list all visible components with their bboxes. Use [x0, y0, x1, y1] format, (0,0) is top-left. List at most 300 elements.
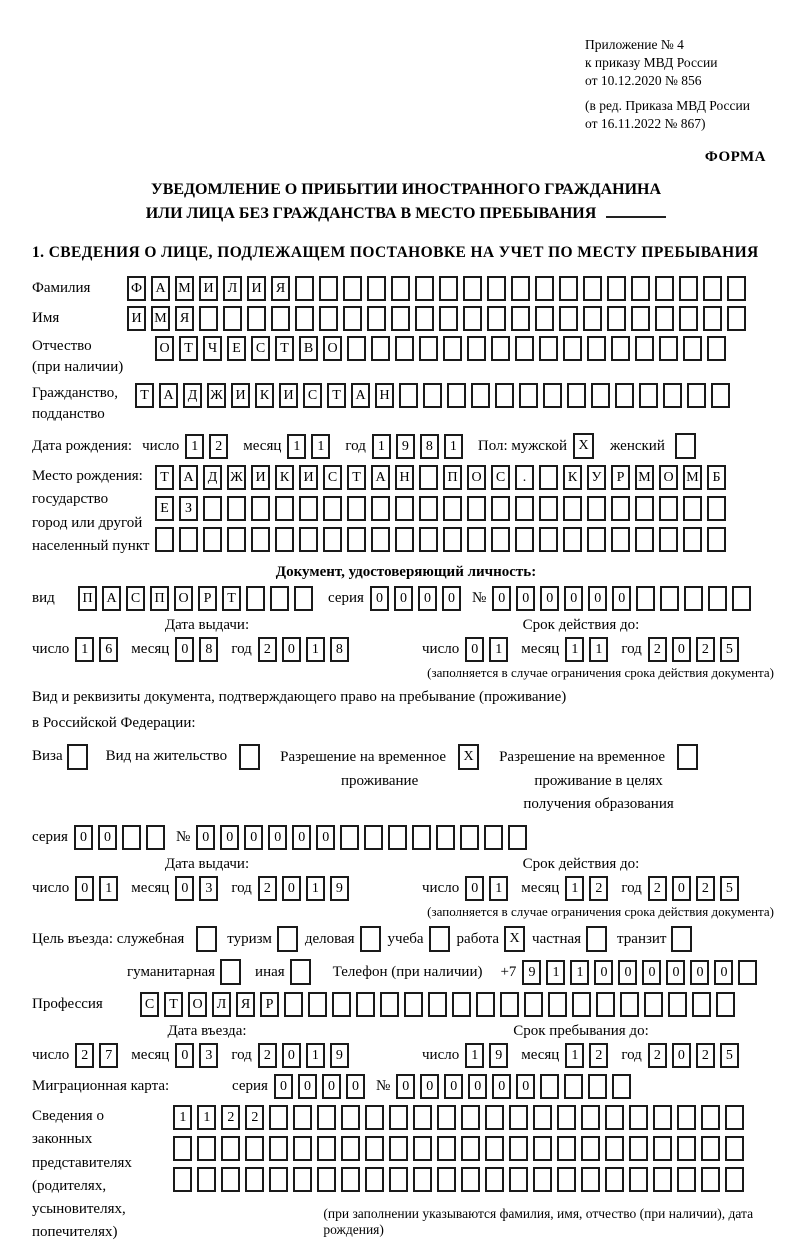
birth-place-row1-cell[interactable]: Ж	[227, 465, 246, 490]
birth-place-row1-cell[interactable]: С	[323, 465, 342, 490]
birth-place-row2-cell[interactable]	[683, 496, 702, 521]
patronymic-cells-cell[interactable]: Е	[227, 336, 246, 361]
citizenship-cells-cell[interactable]	[423, 383, 442, 408]
birth-place-row2-cell[interactable]	[251, 496, 270, 521]
citizenship-cells-cell[interactable]	[399, 383, 418, 408]
birth-place-row1-cell[interactable]: О	[467, 465, 486, 490]
representatives-row2-cell[interactable]	[725, 1136, 744, 1161]
first-name-cells-cell[interactable]	[391, 306, 410, 331]
patronymic-cells-cell[interactable]	[611, 336, 630, 361]
citizenship-cells-cell[interactable]: Ж	[207, 383, 226, 408]
doc-valid-year-cells-cell[interactable]: 2	[696, 637, 715, 662]
profession-cells-cell[interactable]	[692, 992, 711, 1017]
birth-place-row1-cell[interactable]: Р	[611, 465, 630, 490]
citizenship-cells-cell[interactable]	[663, 383, 682, 408]
surname-cells-cell[interactable]: Я	[271, 276, 290, 301]
surname-cells-cell[interactable]	[583, 276, 602, 301]
purpose-tourism-checkbox-cell[interactable]	[277, 926, 298, 952]
doc-issue-day-cells-cell[interactable]: 6	[99, 637, 118, 662]
surname-cells-cell[interactable]: А	[151, 276, 170, 301]
doc-valid-year-cells-cell[interactable]: 5	[720, 637, 739, 662]
permit-series-cells-cell[interactable]: 0	[74, 825, 93, 850]
representatives-row1-cell[interactable]	[533, 1105, 552, 1130]
profession-cells-cell[interactable]: Л	[212, 992, 231, 1017]
representatives-row2-cell[interactable]	[197, 1136, 216, 1161]
representatives-row1-cell[interactable]	[365, 1105, 384, 1130]
surname-cells-cell[interactable]	[559, 276, 578, 301]
doc-valid-day-cells-cell[interactable]: 1	[489, 637, 508, 662]
birth-place-row2-cell[interactable]	[635, 496, 654, 521]
doc-series-cells-cell[interactable]: 0	[442, 586, 461, 611]
representatives-row1-cell[interactable]	[629, 1105, 648, 1130]
permit-number-cells-cell[interactable]	[508, 825, 527, 850]
doc-number-cells-cell[interactable]: 0	[492, 586, 511, 611]
card-number-cells-cell[interactable]: 0	[444, 1074, 463, 1099]
doc-kind-cells-cell[interactable]	[294, 586, 313, 611]
patronymic-cells-cell[interactable]	[371, 336, 390, 361]
patronymic-cells-cell[interactable]	[491, 336, 510, 361]
first-name-cells-cell[interactable]	[511, 306, 530, 331]
birth-place-row2-cell[interactable]	[371, 496, 390, 521]
representatives-row2-cell[interactable]	[701, 1136, 720, 1161]
citizenship-cells-cell[interactable]: А	[159, 383, 178, 408]
surname-cells-cell[interactable]: М	[175, 276, 194, 301]
birth-year-cells-cell[interactable]: 1	[444, 434, 463, 459]
doc-kind-cells-cell[interactable]: С	[126, 586, 145, 611]
representatives-row2-cell[interactable]	[437, 1136, 456, 1161]
residence-permit-checkbox-cell[interactable]	[239, 744, 260, 770]
stay-day-cells-cell[interactable]: 1	[465, 1043, 484, 1068]
birth-place-row1-cell[interactable]: Д	[203, 465, 222, 490]
doc-valid-year-cells-cell[interactable]: 2	[648, 637, 667, 662]
profession-cells-cell[interactable]	[500, 992, 519, 1017]
profession-cells-cell[interactable]	[668, 992, 687, 1017]
surname-cells-cell[interactable]	[415, 276, 434, 301]
temp-residence-education-checkbox-cell[interactable]	[677, 744, 698, 770]
phone-cells-cell[interactable]: 1	[570, 960, 589, 985]
profession-cells-cell[interactable]	[476, 992, 495, 1017]
purpose-private-checkbox-cell[interactable]	[586, 926, 607, 952]
birth-day-cells-cell[interactable]: 2	[209, 434, 228, 459]
citizenship-cells-cell[interactable]: А	[351, 383, 370, 408]
birth-place-row1-cell[interactable]: А	[371, 465, 390, 490]
permit-valid-year-cells-cell[interactable]: 2	[648, 876, 667, 901]
birth-place-row1-cell[interactable]: И	[299, 465, 318, 490]
representatives-row1-cell[interactable]: 1	[173, 1105, 192, 1130]
doc-kind-cells-cell[interactable]	[246, 586, 265, 611]
permit-valid-year-cells-cell[interactable]: 0	[672, 876, 691, 901]
first-name-cells-cell[interactable]	[535, 306, 554, 331]
patronymic-cells-cell[interactable]	[563, 336, 582, 361]
first-name-cells-cell[interactable]	[223, 306, 242, 331]
doc-kind-cells-cell[interactable]: П	[78, 586, 97, 611]
birth-place-row2-cell[interactable]	[419, 496, 438, 521]
birth-place-row1-cell[interactable]	[539, 465, 558, 490]
representatives-row1-cell[interactable]	[509, 1105, 528, 1130]
patronymic-cells-cell[interactable]: Т	[179, 336, 198, 361]
entry-day-cells-cell[interactable]: 2	[75, 1043, 94, 1068]
entry-month-cells-cell[interactable]: 0	[175, 1043, 194, 1068]
patronymic-cells-cell[interactable]: Ч	[203, 336, 222, 361]
birth-place-row3-cell[interactable]	[323, 527, 342, 552]
surname-cells-cell[interactable]	[319, 276, 338, 301]
stay-month-cells-cell[interactable]: 1	[565, 1043, 584, 1068]
card-number-cells-cell[interactable]	[564, 1074, 583, 1099]
representatives-row3-cell[interactable]	[485, 1167, 504, 1192]
surname-cells-cell[interactable]: И	[247, 276, 266, 301]
profession-cells-cell[interactable]	[356, 992, 375, 1017]
representatives-row1-cell[interactable]: 2	[245, 1105, 264, 1130]
profession-cells-cell[interactable]	[308, 992, 327, 1017]
birth-place-row1-cell[interactable]	[419, 465, 438, 490]
representatives-row2-cell[interactable]	[293, 1136, 312, 1161]
doc-number-cells-cell[interactable]: 0	[516, 586, 535, 611]
representatives-row1-cell[interactable]	[293, 1105, 312, 1130]
citizenship-cells-cell[interactable]: Д	[183, 383, 202, 408]
representatives-row3-cell[interactable]	[197, 1167, 216, 1192]
surname-cells-cell[interactable]	[703, 276, 722, 301]
representatives-row1-cell[interactable]	[677, 1105, 696, 1130]
stay-day-cells-cell[interactable]: 9	[489, 1043, 508, 1068]
citizenship-cells-cell[interactable]	[711, 383, 730, 408]
permit-issue-day-cells-cell[interactable]: 1	[99, 876, 118, 901]
citizenship-cells-cell[interactable]	[567, 383, 586, 408]
card-series-cells-cell[interactable]: 0	[274, 1074, 293, 1099]
representatives-row3-cell[interactable]	[533, 1167, 552, 1192]
surname-cells-cell[interactable]	[487, 276, 506, 301]
phone-cells-cell[interactable]: 1	[546, 960, 565, 985]
citizenship-cells-cell[interactable]: К	[255, 383, 274, 408]
doc-number-cells-cell[interactable]	[636, 586, 655, 611]
representatives-row2-cell[interactable]	[533, 1136, 552, 1161]
purpose-business-checkbox-cell[interactable]	[360, 926, 381, 952]
surname-cells-cell[interactable]	[343, 276, 362, 301]
citizenship-cells-cell[interactable]	[687, 383, 706, 408]
representatives-row3-cell[interactable]	[269, 1167, 288, 1192]
birth-place-row2-cell[interactable]	[563, 496, 582, 521]
birth-place-row3-cell[interactable]	[707, 527, 726, 552]
birth-place-row2-cell[interactable]	[299, 496, 318, 521]
representatives-row3-cell[interactable]	[605, 1167, 624, 1192]
birth-year-cells-cell[interactable]: 1	[372, 434, 391, 459]
birth-place-row3-cell[interactable]	[371, 527, 390, 552]
doc-kind-cells-cell[interactable]: О	[174, 586, 193, 611]
representatives-row2-cell[interactable]	[365, 1136, 384, 1161]
representatives-row3-cell[interactable]	[413, 1167, 432, 1192]
permit-issue-year-cells-cell[interactable]: 2	[258, 876, 277, 901]
citizenship-cells-cell[interactable]	[495, 383, 514, 408]
profession-cells-cell[interactable]	[716, 992, 735, 1017]
first-name-cells-cell[interactable]	[463, 306, 482, 331]
birth-year-cells-cell[interactable]: 8	[420, 434, 439, 459]
representatives-row3-cell[interactable]	[365, 1167, 384, 1192]
citizenship-cells-cell[interactable]	[615, 383, 634, 408]
doc-number-cells-cell[interactable]: 0	[564, 586, 583, 611]
patronymic-cells-cell[interactable]: Т	[275, 336, 294, 361]
citizenship-cells-cell[interactable]	[639, 383, 658, 408]
representatives-row1-cell[interactable]	[269, 1105, 288, 1130]
entry-year-cells-cell[interactable]: 0	[282, 1043, 301, 1068]
profession-cells-cell[interactable]	[428, 992, 447, 1017]
permit-number-cells-cell[interactable]	[484, 825, 503, 850]
profession-cells-cell[interactable]	[380, 992, 399, 1017]
representatives-row1-cell[interactable]: 2	[221, 1105, 240, 1130]
representatives-row2-cell[interactable]	[629, 1136, 648, 1161]
representatives-row1-cell[interactable]	[653, 1105, 672, 1130]
birth-place-row3-cell[interactable]	[539, 527, 558, 552]
patronymic-cells-cell[interactable]	[347, 336, 366, 361]
patronymic-cells-cell[interactable]	[635, 336, 654, 361]
doc-issue-month-cells-cell[interactable]: 0	[175, 637, 194, 662]
birth-place-row3-cell[interactable]	[299, 527, 318, 552]
permit-valid-year-cells-cell[interactable]: 5	[720, 876, 739, 901]
birth-month-cells-cell[interactable]: 1	[287, 434, 306, 459]
surname-cells-cell[interactable]	[631, 276, 650, 301]
profession-cells-cell[interactable]	[620, 992, 639, 1017]
representatives-row2-cell[interactable]	[557, 1136, 576, 1161]
birth-place-row2-cell[interactable]	[491, 496, 510, 521]
surname-cells-cell[interactable]: Ф	[127, 276, 146, 301]
doc-series-cells-cell[interactable]: 0	[394, 586, 413, 611]
citizenship-cells-cell[interactable]	[447, 383, 466, 408]
stay-year-cells-cell[interactable]: 2	[696, 1043, 715, 1068]
phone-cells-cell[interactable]: 0	[690, 960, 709, 985]
purpose-humanitarian-checkbox-cell[interactable]	[220, 959, 241, 985]
stay-year-cells-cell[interactable]: 5	[720, 1043, 739, 1068]
representatives-row3-cell[interactable]	[701, 1167, 720, 1192]
permit-number-cells-cell[interactable]	[460, 825, 479, 850]
birth-place-row2-cell[interactable]	[203, 496, 222, 521]
birth-place-row1-cell[interactable]: Т	[155, 465, 174, 490]
representatives-row2-cell[interactable]	[245, 1136, 264, 1161]
phone-cells-cell[interactable]: 0	[618, 960, 637, 985]
birth-place-row1-cell[interactable]: К	[275, 465, 294, 490]
birth-place-row2-cell[interactable]	[515, 496, 534, 521]
doc-number-cells-cell[interactable]: 0	[540, 586, 559, 611]
birth-place-row1-cell[interactable]: А	[179, 465, 198, 490]
surname-cells-cell[interactable]	[655, 276, 674, 301]
surname-cells-cell[interactable]: И	[199, 276, 218, 301]
patronymic-cells-cell[interactable]	[683, 336, 702, 361]
birth-place-row2-cell[interactable]	[611, 496, 630, 521]
birth-place-row3-cell[interactable]	[659, 527, 678, 552]
surname-cells-cell[interactable]	[679, 276, 698, 301]
surname-cells-cell[interactable]	[607, 276, 626, 301]
representatives-row2-cell[interactable]	[485, 1136, 504, 1161]
birth-place-row2-cell[interactable]: З	[179, 496, 198, 521]
permit-number-cells-cell[interactable]: 0	[196, 825, 215, 850]
birth-place-row3-cell[interactable]	[491, 527, 510, 552]
permit-number-cells-cell[interactable]	[436, 825, 455, 850]
representatives-row3-cell[interactable]	[173, 1167, 192, 1192]
card-number-cells-cell[interactable]: 0	[420, 1074, 439, 1099]
first-name-cells-cell[interactable]	[655, 306, 674, 331]
card-series-cells-cell[interactable]: 0	[322, 1074, 341, 1099]
representatives-row1-cell[interactable]	[437, 1105, 456, 1130]
doc-issue-month-cells-cell[interactable]: 8	[199, 637, 218, 662]
birth-place-row3-cell[interactable]	[683, 527, 702, 552]
doc-issue-year-cells-cell[interactable]: 2	[258, 637, 277, 662]
citizenship-cells-cell[interactable]: Т	[327, 383, 346, 408]
birth-place-row1-cell[interactable]: Н	[395, 465, 414, 490]
representatives-row3-cell[interactable]	[581, 1167, 600, 1192]
profession-cells-cell[interactable]	[452, 992, 471, 1017]
phone-cells-cell[interactable]: 0	[594, 960, 613, 985]
representatives-row1-cell[interactable]	[701, 1105, 720, 1130]
phone-cells-cell[interactable]: 0	[714, 960, 733, 985]
purpose-study-checkbox-cell[interactable]	[429, 926, 450, 952]
doc-kind-cells-cell[interactable]: А	[102, 586, 121, 611]
representatives-row1-cell[interactable]	[485, 1105, 504, 1130]
stay-year-cells-cell[interactable]: 2	[648, 1043, 667, 1068]
permit-valid-day-cells-cell[interactable]: 1	[489, 876, 508, 901]
representatives-row2-cell[interactable]	[413, 1136, 432, 1161]
sex-female-checkbox-cell[interactable]	[675, 433, 696, 459]
representatives-row3-cell[interactable]	[389, 1167, 408, 1192]
birth-place-row3-cell[interactable]	[443, 527, 462, 552]
phone-cells-cell[interactable]: 0	[666, 960, 685, 985]
surname-cells-cell[interactable]: Л	[223, 276, 242, 301]
citizenship-cells-cell[interactable]: Т	[135, 383, 154, 408]
patronymic-cells-cell[interactable]: В	[299, 336, 318, 361]
patronymic-cells-cell[interactable]	[587, 336, 606, 361]
surname-cells-cell[interactable]	[463, 276, 482, 301]
permit-number-cells-cell[interactable]: 0	[316, 825, 335, 850]
patronymic-cells-cell[interactable]	[443, 336, 462, 361]
birth-place-row2-cell[interactable]	[395, 496, 414, 521]
representatives-row2-cell[interactable]	[173, 1136, 192, 1161]
visa-checkbox-cell[interactable]	[67, 744, 88, 770]
representatives-row3-cell[interactable]	[221, 1167, 240, 1192]
birth-place-row3-cell[interactable]	[419, 527, 438, 552]
permit-number-cells-cell[interactable]	[388, 825, 407, 850]
temp-residence-checkbox-cell[interactable]: X	[458, 744, 479, 770]
doc-valid-day-cells-cell[interactable]: 0	[465, 637, 484, 662]
birth-place-row2-cell[interactable]	[539, 496, 558, 521]
birth-place-row3-cell[interactable]	[179, 527, 198, 552]
birth-place-row2-cell[interactable]	[659, 496, 678, 521]
representatives-row3-cell[interactable]	[341, 1167, 360, 1192]
first-name-cells-cell[interactable]	[727, 306, 746, 331]
doc-series-cells-cell[interactable]: 0	[418, 586, 437, 611]
patronymic-cells-cell[interactable]	[539, 336, 558, 361]
representatives-row3-cell[interactable]	[725, 1167, 744, 1192]
representatives-row3-cell[interactable]	[653, 1167, 672, 1192]
permit-issue-month-cells-cell[interactable]: 0	[175, 876, 194, 901]
permit-number-cells-cell[interactable]: 0	[220, 825, 239, 850]
surname-cells-cell[interactable]	[439, 276, 458, 301]
doc-number-cells-cell[interactable]: 0	[588, 586, 607, 611]
birth-place-row2-cell[interactable]	[323, 496, 342, 521]
surname-cells-cell[interactable]	[535, 276, 554, 301]
purpose-other-checkbox-cell[interactable]	[290, 959, 311, 985]
birth-place-row3-cell[interactable]	[515, 527, 534, 552]
representatives-row3-cell[interactable]	[509, 1167, 528, 1192]
profession-cells-cell[interactable]	[644, 992, 663, 1017]
birth-place-row3-cell[interactable]	[347, 527, 366, 552]
birth-place-row2-cell[interactable]	[347, 496, 366, 521]
representatives-row3-cell[interactable]	[677, 1167, 696, 1192]
phone-cells-cell[interactable]: 9	[522, 960, 541, 985]
birth-place-row2-cell[interactable]	[467, 496, 486, 521]
first-name-cells-cell[interactable]	[415, 306, 434, 331]
representatives-row1-cell[interactable]	[725, 1105, 744, 1130]
patronymic-cells-cell[interactable]	[467, 336, 486, 361]
representatives-row3-cell[interactable]	[293, 1167, 312, 1192]
profession-cells-cell[interactable]	[548, 992, 567, 1017]
doc-number-cells-cell[interactable]	[660, 586, 679, 611]
representatives-row2-cell[interactable]	[221, 1136, 240, 1161]
representatives-row1-cell[interactable]	[461, 1105, 480, 1130]
citizenship-cells-cell[interactable]	[519, 383, 538, 408]
profession-cells-cell[interactable]: Т	[164, 992, 183, 1017]
first-name-cells-cell[interactable]	[271, 306, 290, 331]
birth-place-row3-cell[interactable]	[467, 527, 486, 552]
profession-cells-cell[interactable]	[284, 992, 303, 1017]
sex-male-checkbox-cell[interactable]: X	[573, 433, 594, 459]
first-name-cells-cell[interactable]	[679, 306, 698, 331]
birth-place-row2-cell[interactable]: Е	[155, 496, 174, 521]
representatives-row1-cell[interactable]	[389, 1105, 408, 1130]
permit-number-cells-cell[interactable]	[364, 825, 383, 850]
doc-number-cells-cell[interactable]	[732, 586, 751, 611]
birth-place-row1-cell[interactable]: М	[635, 465, 654, 490]
doc-series-cells-cell[interactable]: 0	[370, 586, 389, 611]
entry-day-cells-cell[interactable]: 7	[99, 1043, 118, 1068]
citizenship-cells-cell[interactable]: С	[303, 383, 322, 408]
birth-place-row3-cell[interactable]	[635, 527, 654, 552]
doc-issue-year-cells-cell[interactable]: 0	[282, 637, 301, 662]
permit-number-cells-cell[interactable]: 0	[244, 825, 263, 850]
citizenship-cells-cell[interactable]	[543, 383, 562, 408]
profession-cells-cell[interactable]: Я	[236, 992, 255, 1017]
birth-place-row1-cell[interactable]: С	[491, 465, 510, 490]
representatives-row3-cell[interactable]	[629, 1167, 648, 1192]
permit-issue-month-cells-cell[interactable]: 3	[199, 876, 218, 901]
birth-place-row2-cell[interactable]	[587, 496, 606, 521]
permit-number-cells-cell[interactable]	[340, 825, 359, 850]
card-series-cells-cell[interactable]: 0	[298, 1074, 317, 1099]
entry-year-cells-cell[interactable]: 9	[330, 1043, 349, 1068]
representatives-row2-cell[interactable]	[605, 1136, 624, 1161]
birth-day-cells-cell[interactable]: 1	[185, 434, 204, 459]
birth-place-row1-cell[interactable]: У	[587, 465, 606, 490]
representatives-row2-cell[interactable]	[581, 1136, 600, 1161]
doc-valid-year-cells-cell[interactable]: 0	[672, 637, 691, 662]
doc-issue-year-cells-cell[interactable]: 8	[330, 637, 349, 662]
representatives-row2-cell[interactable]	[389, 1136, 408, 1161]
first-name-cells-cell[interactable]	[583, 306, 602, 331]
birth-place-row1-cell[interactable]: П	[443, 465, 462, 490]
card-number-cells-cell[interactable]	[588, 1074, 607, 1099]
doc-kind-cells-cell[interactable]: Т	[222, 586, 241, 611]
birth-place-row3-cell[interactable]	[227, 527, 246, 552]
patronymic-cells-cell[interactable]: О	[323, 336, 342, 361]
entry-month-cells-cell[interactable]: 3	[199, 1043, 218, 1068]
citizenship-cells-cell[interactable]: Н	[375, 383, 394, 408]
representatives-row1-cell[interactable]	[605, 1105, 624, 1130]
doc-kind-cells-cell[interactable]: Р	[198, 586, 217, 611]
doc-kind-cells-cell[interactable]	[270, 586, 289, 611]
representatives-row3-cell[interactable]	[557, 1167, 576, 1192]
birth-place-row3-cell[interactable]	[395, 527, 414, 552]
first-name-cells-cell[interactable]	[247, 306, 266, 331]
doc-issue-day-cells-cell[interactable]: 1	[75, 637, 94, 662]
profession-cells-cell[interactable]	[524, 992, 543, 1017]
entry-year-cells-cell[interactable]: 1	[306, 1043, 325, 1068]
surname-cells-cell[interactable]	[511, 276, 530, 301]
birth-place-row1-cell[interactable]: .	[515, 465, 534, 490]
